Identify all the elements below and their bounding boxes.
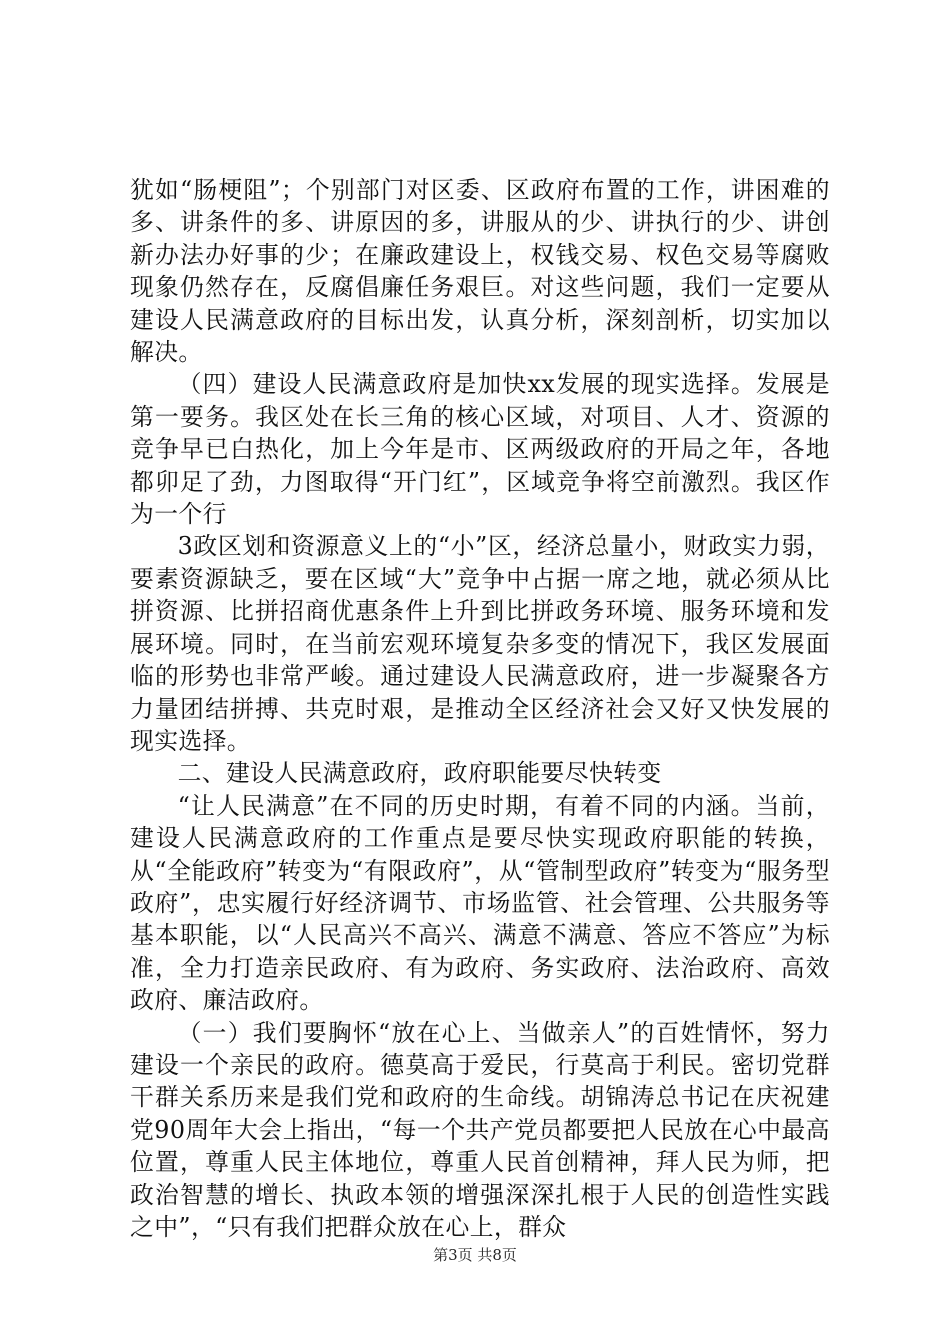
page-number-footer: 第3页 共8页: [433, 1246, 517, 1264]
paragraph-section-four: （四）建设人民满意政府是加快xx发展的现实选择。发展是第一要务。我区处在长三角的核心区域，对项目、人才、资源的竞争早已白热化，加上今年是市、区两级政府的开局之年，各地都卯足了劲，力图取得“开门红”，区域竞争将空前激烈。我区作为一个行: [130, 370, 830, 529]
section-heading-two: 二、建设人民满意政府，政府职能要尽快转变: [177, 759, 662, 788]
paragraph-continuation: 犹如“肠梗阻”；个别部门对区委、区政府布置的工作，讲困难的多、讲条件的多、讲原因的多，讲服从的少、讲执行的少、讲创新办法办好事的少；在廉政建设上，权钱交易、权色交易等腐败现象仍然存在，反腐倡廉任务艰巨。对这些问题，我们一定要从建设人民满意政府的目标出发，认真分析，深刻剖析，切实加以解决。: [130, 176, 830, 367]
paragraph-section-one: （一）我们要胸怀“放在心上、当做亲人”的百姓情怀，努力建设一个亲民的政府。德莫高于爱民，行莫高于利民。密切党群干群关系历来是我们党和政府的生命线。胡锦涛总书记在庆祝建党90周年大会上指出，“每一个共产党员都要把人民放在心中最高位置，尊重人民主体地位，尊重人民首创精神，拜人民为师，把政治智慧的增长、执政本领的增强深深扎根于人民的创造性实践之中”，“只有我们把群众放在心上，群众: [130, 1018, 830, 1241]
document-body: [130, 174, 830, 1243]
paragraph-small-district: 3政区划和资源意义上的“小”区，经济总量小，财政实力弱，要素资源缺乏，要在区域“大”竞争中占据一席之地，就必须从比拼资源、比拼招商优惠条件上升到比拼政务环境、服务环境和发展环境。同时，在当前宏观环境复杂多变的情况下，我区发展面临的形势也非常严峻。通过建设人民满意政府，进一步凝聚各方力量团结拼搏、共克时艰，是推动全区经济社会又好又快发展的现实选择。: [130, 532, 830, 755]
paragraph-satisfy-people: “让人民满意”在不同的历史时期，有着不同的内涵。当前，建设人民满意政府的工作重点是要尽快实现政府职能的转换，从“全能政府”转变为“有限政府”，从“管制型政府”转变为“服务型政府”，忠实履行好经济调节、市场监管、社会管理、公共服务等基本职能，以“人民高兴不高兴、满意不满意、答应不答应”为标准，全力打造亲民政府、有为政府、务实政府、法治政府、高效政府、廉洁政府。: [130, 791, 830, 1015]
